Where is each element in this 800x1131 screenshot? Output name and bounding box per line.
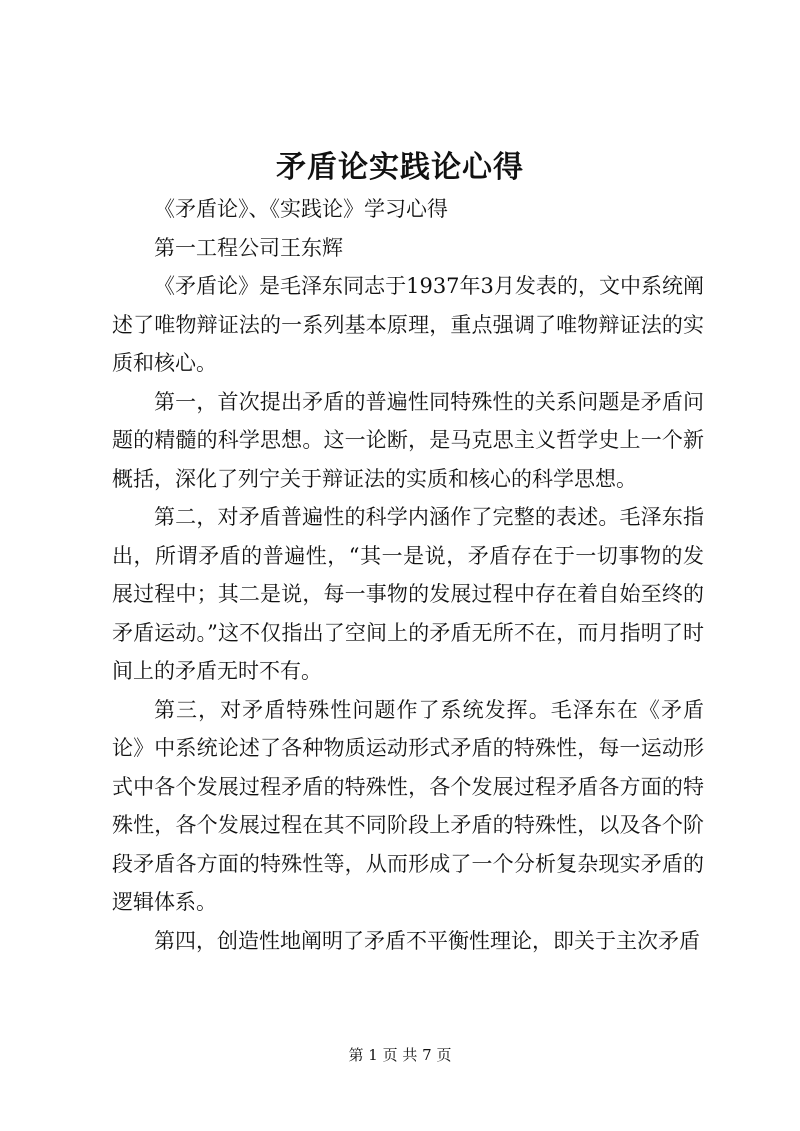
page-title: 矛盾论实践论心得	[276, 150, 524, 185]
body-paragraph: 第二，对矛盾普遍性的科学内涵作了完整的表述。毛泽东指出，所谓矛盾的普遍性，“其一是说，矛盾存在于一切事物的发展过程中；其二是说，每一事物的发展过程中存在着自始至终的矛盾运动。”这不仅指出了空间上的矛盾无所不在，而月指明了时间上的矛盾无时不有。	[112, 505, 704, 683]
subtitle-paragraph: 《矛盾论》、《实践论》学习心得	[154, 197, 448, 221]
page-footer: 第 1 页 共 7 页	[348, 1046, 452, 1064]
body-paragraph: 《矛盾论》是毛泽东同志于1937年3月发表的，文中系统阐述了唯物辩证法的一系列基本原理，重点强调了唯物辩证法的实质和核心。	[112, 274, 704, 375]
document-body	[112, 190, 704, 960]
body-paragraph: 第一，首次提出矛盾的普遍性同特殊性的关系问题是矛盾问题的精髓的科学思想。这一论断，是马克思主义哲学史上一个新概括，深化了列宁关于辩证法的实质和核心的科学思想。	[112, 389, 704, 491]
body-paragraph: 第三，对矛盾特殊性问题作了系统发挥。毛泽东在《矛盾论》中系统论述了各种物质运动形式矛盾的特殊性，每一运动形式中各个发展过程矛盾的特殊性，各个发展过程矛盾各方面的特殊性，各个发展过程在其不同阶段上矛盾的特殊性，以及各个阶段矛盾各方面的特殊性等，从而形成了一个分析复杂现实矛盾的逻辑体系。	[112, 697, 704, 914]
author-paragraph: 第一工程公司王东辉	[154, 235, 343, 260]
body-paragraph: 第四，创造性地阐明了矛盾不平衡性理论，即关于主次矛盾	[154, 928, 700, 953]
